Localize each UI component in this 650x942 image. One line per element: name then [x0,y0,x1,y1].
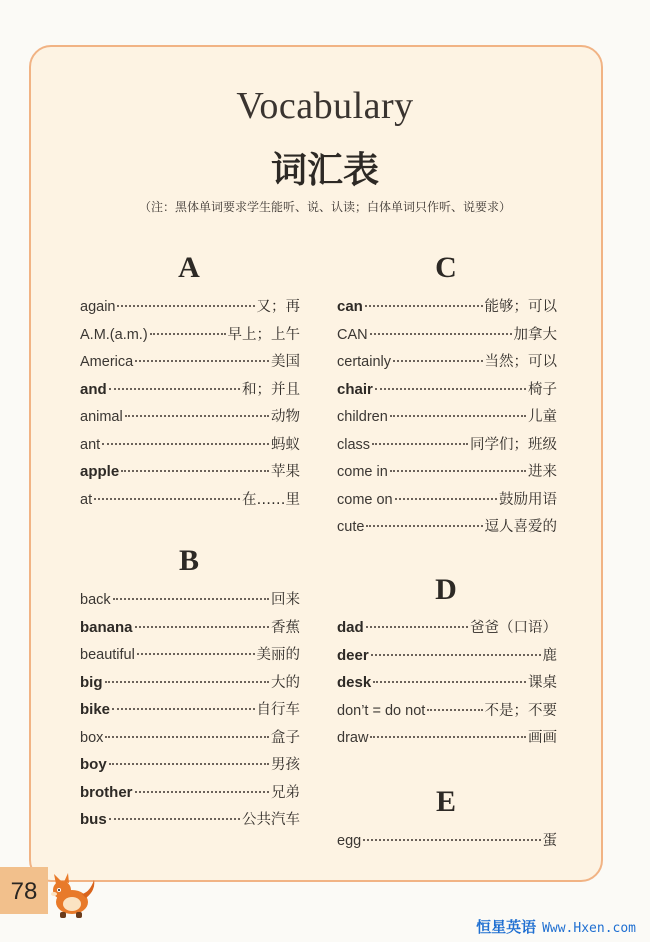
page-number: 78 [0,867,48,914]
vocab-meaning: 盒子 [271,729,300,746]
watermark-url: Www.Hxen.com [542,921,636,936]
vocab-meaning: 动物 [271,409,300,425]
section-letter-d: D [435,573,457,606]
leader-dots [150,333,226,335]
vocab-entry [80,296,300,318]
vocab-meaning: 香蕉 [271,619,300,636]
vocab-meaning: 大的 [271,674,300,691]
vocab-entry [80,782,300,804]
vocab-entry [337,645,557,667]
vocab-entry [337,727,557,749]
vocab-entry [80,351,300,373]
vocab-word: ant [80,436,101,453]
leader-dots [121,470,269,472]
leader-dots [105,736,269,738]
vocab-meaning: 苹果 [271,464,300,480]
leader-dots [109,763,269,765]
vocab-word: don’t = do not [337,702,426,719]
vocab-meaning: 又；再 [256,299,300,315]
page-subtitle: 词汇表 [270,150,379,191]
vocab-meaning: 同学们；班级 [470,436,557,453]
leader-dots [365,305,483,307]
vocab-word: can [337,298,363,315]
vocab-word: back [80,592,111,608]
vocab-entry [337,351,557,373]
leader-dots [370,736,526,738]
leader-dots [105,681,270,683]
vocab-meaning: 回来 [271,592,300,608]
vocab-word: animal [80,409,123,425]
page-title: Vocabulary [236,85,414,127]
vocab-meaning: 鼓励用语 [499,491,557,508]
vocab-entry [337,700,557,722]
vocab-entry [80,672,300,694]
leader-dots [366,525,482,527]
leader-dots [112,708,254,710]
vocab-entry [337,434,557,456]
vocab-meaning: 美国 [271,354,300,370]
vocab-word: bus [80,811,107,828]
vocab-word: chair [337,380,373,398]
leader-dots [113,598,269,600]
vocab-meaning: 和；并且 [242,381,300,398]
vocab-meaning: 鹿 [542,647,557,664]
vocab-entry [337,830,557,852]
vocab-meaning: 儿童 [528,409,557,425]
leader-dots [390,415,526,417]
leader-dots [109,388,240,390]
leader-dots [135,626,269,628]
vocab-word: apple [80,463,120,480]
vocab-word: again [80,299,116,315]
vocab-meaning: 爸爸（口语） [470,620,557,636]
vocab-entry [80,617,300,639]
leader-dots [94,498,240,500]
leader-dots [393,360,483,362]
vocab-entry [337,672,557,694]
vocab-meaning: 男孩 [271,757,300,773]
vocab-entry [80,406,300,428]
section-letter-e: E [435,785,456,818]
vocab-word: dad [337,619,364,636]
vocab-word: class [337,436,371,453]
leader-dots [125,415,269,417]
vocab-word: bike [80,701,111,718]
vocab-meaning: 美丽的 [256,647,300,663]
vocab-word: big [80,673,103,691]
vocab-meaning: 画画 [528,730,557,746]
usage-note: （注：黑体单词要求学生能听、说、认读；白体单词只作听、说要求） [138,200,511,214]
vocab-entry [337,324,557,346]
vocab-meaning: 逗人喜爱的 [484,519,557,535]
vocab-word: at [80,491,93,508]
leader-dots [371,654,541,656]
vocab-meaning: 当然；可以 [484,354,557,370]
vocab-entry [80,324,300,346]
vocab-entry [80,434,300,456]
vocab-word: banana [80,618,133,636]
vocab-meaning: 自行车 [256,702,300,718]
leader-dots [390,470,526,472]
fox-mascot-icon [46,872,98,920]
vocab-entry [80,489,300,511]
vocab-word: come on [337,491,393,508]
vocab-word: deer [337,646,369,664]
vocab-word: America [80,354,134,370]
leader-dots [366,626,468,628]
leader-dots [375,388,526,390]
vocab-meaning: 不是；不要 [484,702,557,719]
leader-dots [427,709,482,711]
vocab-entry [337,516,557,538]
leader-dots [137,653,255,655]
vocab-entry [80,461,300,483]
vocab-entry [337,461,557,483]
leader-dots [135,791,270,793]
vocab-word: beautiful [80,647,135,663]
vocab-entry [80,644,300,666]
vocab-word: come in [337,464,388,480]
leader-dots [395,498,497,500]
vocab-word: and [80,380,107,398]
vocab-entry [337,296,557,318]
vocab-word: egg [337,833,362,849]
vocab-word: desk [337,674,372,691]
leader-dots [372,443,468,445]
leader-dots [373,681,526,683]
section-letter-b: B [178,544,199,577]
vocab-word: CAN [337,326,368,343]
leader-dots [117,305,254,307]
site-watermark [476,916,636,937]
vocab-meaning: 蛋 [542,833,557,849]
vocab-meaning: 公共汽车 [242,812,300,828]
vocab-meaning: 蚂蚁 [271,436,300,453]
vocab-entry [337,617,557,639]
vocab-meaning: 早上；上午 [227,326,300,343]
vocab-meaning: 兄弟 [271,784,300,801]
vocab-meaning: 在……里 [242,491,300,508]
vocab-entry [337,406,557,428]
vocab-entry [80,809,300,831]
vocab-word: box [80,729,104,746]
vocab-meaning: 课桌 [528,675,557,691]
vocab-entry [80,699,300,721]
leader-dots [370,333,512,335]
vocab-entry [80,589,300,611]
watermark-brand: 恒星英语 [476,918,537,936]
vocab-word: certainly [337,354,391,370]
vocab-word: children [337,409,388,425]
vocab-meaning: 椅子 [528,381,557,398]
leader-dots [135,360,269,362]
vocab-meaning: 加拿大 [513,326,557,343]
leader-dots [109,818,240,820]
vocab-entry [80,754,300,776]
vocab-meaning: 进来 [528,464,557,480]
vocab-word: A.M.(a.m.) [80,326,148,343]
leader-dots [363,839,540,841]
vocab-word: brother [80,783,133,801]
vocab-entry [337,489,557,511]
leader-dots [102,443,269,445]
section-letter-c: C [435,251,457,284]
vocab-word: draw [337,730,369,746]
vocab-meaning: 能够；可以 [484,299,557,315]
vocab-entry [337,379,557,401]
vocab-word: cute [337,519,365,535]
vocab-word: boy [80,756,107,773]
section-letter-a: A [178,251,200,284]
vocab-entry [80,379,300,401]
vocab-entry [80,727,300,749]
